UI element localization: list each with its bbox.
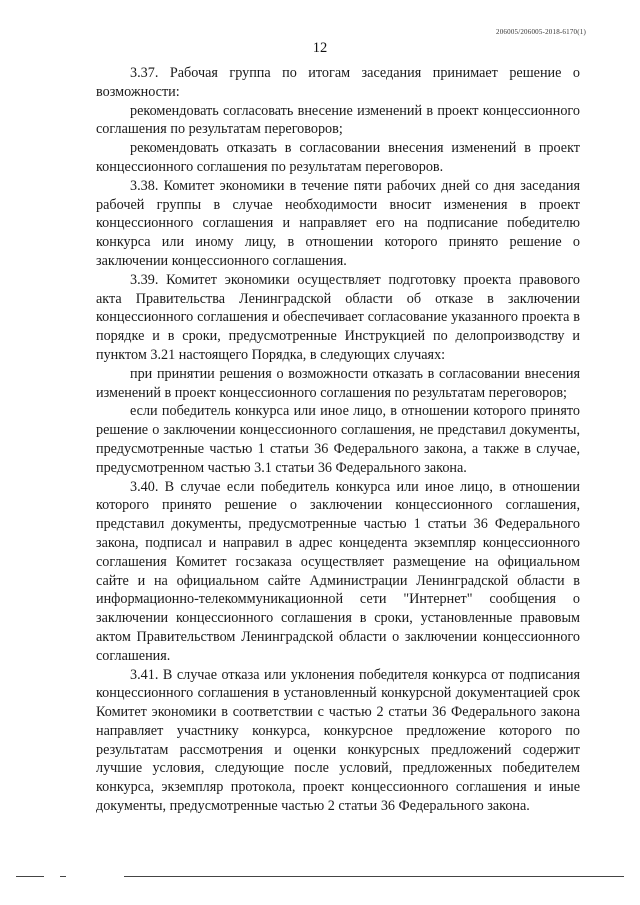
paragraph-3-41: 3.41. В случае отказа или уклонения победителя конкурса от подписания концессионного соглашения в установленный конкурсной документацией срок Комитет экономики в соответствии с частью 2 статьи 36 Федерального закона направляет участнику конкурса, конкурсное предложение которого по результатам рассмотрения и оценки конкурсных предложений содержит лучшие условия, следующие после условий, предложенных победителем конкурса, экземпляр протокола, проект концессионного соглашения и иные документы, предусмотренные частью 2 статьи 36 Федерального закона. bbox=[96, 666, 580, 815]
footer-line-mark bbox=[60, 876, 66, 877]
paragraph-3-38: 3.38. Комитет экономики в течение пяти рабочих дней со дня заседания рабочей группы в случае необходимости вносит изменения в проект концессионного соглашения и направляет его на подписание победителю конкурса или иному лицу, в отношении которого принято решение о заключении концессионного соглашения. bbox=[96, 177, 580, 269]
paragraph-3-37-option-1: рекомендовать согласовать внесение изменений в проект концессионного соглашения по результатам переговоров; bbox=[96, 102, 580, 138]
paragraph-3-39-case-1: при принятии решения о возможности отказать в согласовании внесения изменений в проект концессионного соглашения по результатам переговоров; bbox=[96, 365, 580, 401]
document-body bbox=[96, 64, 580, 816]
paragraph-3-39: 3.39. Комитет экономики осуществляет подготовку проекта правового акта Правительства Ленинградской области об отказе в заключении концессионного соглашения и обеспечивает согласование указанного проекта в порядке и в сроки, предусмотренные Инструкцией по делопроизводству и пунктом 3.21 настоящего Порядка, в следующих случаях: bbox=[96, 271, 580, 363]
document-id: 206005/206005-2018-6170(1) bbox=[496, 28, 586, 36]
paragraph-3-37: 3.37. Рабочая группа по итогам заседания принимает решение о возможности: bbox=[96, 65, 580, 100]
footer-line-short bbox=[16, 876, 44, 877]
paragraph-3-37-option-2: рекомендовать отказать в согласовании внесения изменений в проект концессионного соглашения по результатам переговоров. bbox=[96, 140, 580, 175]
paragraph-3-39-case-2: если победитель конкурса или иное лицо, в отношении которого принято решение о заключении концессионного соглашения, не представил документы, предусмотренные частью 1 статьи 36 Федерального закона, а также в случае, предусмотренном частью 3.1 статьи 36 Федерального закона. bbox=[96, 403, 580, 476]
page-number: 12 bbox=[312, 40, 328, 56]
footer-line-long bbox=[124, 876, 624, 877]
paragraph-3-40: 3.40. В случае если победитель конкурса или иное лицо, в отношении которого принято решение о заключении концессионного соглашения, представил документы, предусмотренные частью 1 статьи 36 Федерального закона, подписал и направил в адрес концедента экземпляр концессионного соглашения Комитет госзаказа осуществляет размещение на официальном сайте и на официальном сайте Администрации Ленинградской области в информационно-телекоммуникационной сети "Интернет" сообщения о заключении концессионного соглашения в сроки, установленные правовым актом Правительством Ленинградской области о заключении концессионного соглашения. bbox=[96, 478, 580, 664]
